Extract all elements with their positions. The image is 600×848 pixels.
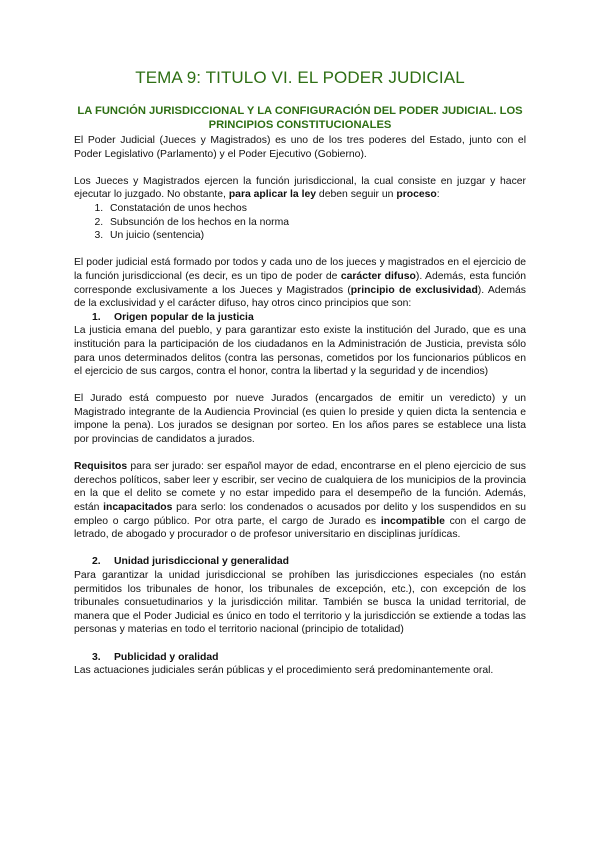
intro-paragraph-3-bold-a: carácter difuso <box>340 270 416 282</box>
section-2-title: Unidad jurisdiccional y generalidad <box>114 556 289 568</box>
section-1-number: 1. <box>92 311 101 323</box>
section-subtitle: LA FUNCIÓN JURISDICCIONAL Y LA CONFIGURACIÓN DEL PODER JUDICIAL. LOS PRINCIPIOS CONSTITUCIONALES <box>77 105 523 131</box>
process-steps-list <box>74 202 526 243</box>
section-1-paragraph-3-text-a: para ser jurado: ser español mayor de edad, encontrarse en el pleno ejercicio de sus derechos políticos, saber leer y escribir, ser vecino de cualquiera de los municipios de la provincia en la que el delito se comete y no estar impedido para el desempeño de la función. Además, están <box>74 461 526 514</box>
section-2-number: 2. <box>92 556 101 568</box>
spacer <box>74 637 526 651</box>
section-2-heading <box>74 555 526 569</box>
section-3-title: Publicidad y oralidad <box>114 651 219 663</box>
intro-paragraph-2-bold-a: para aplicar la ley <box>228 189 317 201</box>
section-1-heading <box>74 311 526 325</box>
section-1-paragraph-3-text-c: con el cargo de letrado, de abogado y procurador o de profesor universitario en disciplinas jurídicas. <box>74 515 526 541</box>
intro-paragraph-3 <box>74 256 526 310</box>
spacer <box>74 161 526 175</box>
page-title: TEMA 9: TITULO VI. EL PODER JUDICIAL <box>135 68 465 87</box>
section-2-paragraph-1: Para garantizar la unidad jurisdiccional se prohíben las jurisdicciones especiales (no están permitidos los tribunales de honor, los tribunales de excepción, etc.), con excepción de los tribunales consuetudinarios y la jurisdicción militar. También se busca la unidad territorial, de manera que el Poder Judicial es único en todo el territorio y la jurisdicción se extiende a todas las personas y materias en todo el territorio nacional (principio de totalidad) <box>74 570 526 636</box>
spacer <box>74 447 526 461</box>
intro-paragraph-2-text-b: deben seguir un <box>316 189 397 201</box>
section-1-paragraph-3 <box>74 460 526 542</box>
list-item: 2. Subsunción de los hechos en la norma <box>106 216 526 230</box>
section-1-paragraph-3-text-b: para serlo: los condenados o acusados por delito y los suspendidos en su empleo o cargo público. Por otra parte, el cargo de Jurado es <box>74 502 527 527</box>
section-3-heading <box>74 651 526 665</box>
section-1-paragraph-1: La justicia emana del pueblo, y para garantizar esto existe la institución del Jurado, que es una institución para la participación de los ciudadanos en la Administración de Justicia, prevista sólo para unos determinados delitos (contra las personas, cometidos por los funcionarios públicos en el ejercicio de sus cargos, contra el honor, contra la libertad y la seguridad y de incendios) <box>74 325 526 378</box>
list-item: 1. Constatación de unos hechos <box>106 202 526 216</box>
spacer <box>74 379 526 393</box>
section-3-number: 3. <box>92 651 101 663</box>
spacer <box>74 243 526 257</box>
intro-paragraph-2-text-a: Los Jueces y Magistrados ejercen la función jurisdiccional, la cual consiste en juzgar y hacer ejecutar lo juzgado. No obstante, <box>74 175 526 201</box>
intro-paragraph-3-text-a: El poder judicial está formado por todos y cada uno de los jueces y magistrados en el ejercicio de la función jurisdiccional (es decir, es un tipo de poder de <box>74 257 526 282</box>
section-1-paragraph-3-bold-c: incompatible <box>380 515 445 527</box>
list-item: 3. Un juicio (sentencia) <box>106 229 526 243</box>
section-1-title: Origen popular de la justicia <box>114 311 254 323</box>
section-1-paragraph-3-bold-b: incapacitados <box>103 502 173 514</box>
intro-paragraph-1: El Poder Judicial (Jueces y Magistrados) es uno de los tres poderes del Estado, junto con el Poder Legislativo (Parlamento) y el Poder Ejecutivo (Gobierno). <box>74 135 526 160</box>
intro-paragraph-3-bold-b: principio de exclusividad <box>350 284 478 296</box>
intro-paragraph-2 <box>74 175 526 202</box>
section-1-paragraph-2: El Jurado está compuesto por nueve Jurados (encargados de emitir un veredicto) y un Magistrado integrante de la Audiencia Provincial (es quien lo preside y quien dicta la sentencia e impone la pena). Los jurados se designan por sorteo. En los años pares se establece una lista por provincias de candidatos a jurados. <box>74 393 526 446</box>
section-3-paragraph-1: Las actuaciones judiciales serán públicas y el procedimiento será predominantemente oral. <box>74 665 494 677</box>
intro-paragraph-2-text-c: : <box>436 189 440 201</box>
intro-paragraph-3-text-b: ). Además, esta función corresponde exclusivamente a los Jueces y Magistrados ( <box>74 270 527 296</box>
spacer <box>74 542 526 556</box>
intro-paragraph-3-text-c: ). Además de la exclusividad y el carácter difuso, hay otros cinco principios que son: <box>74 284 526 310</box>
intro-paragraph-2-bold-b: proceso <box>396 189 437 201</box>
section-1-paragraph-3-bold-a: Requisitos <box>74 461 128 473</box>
